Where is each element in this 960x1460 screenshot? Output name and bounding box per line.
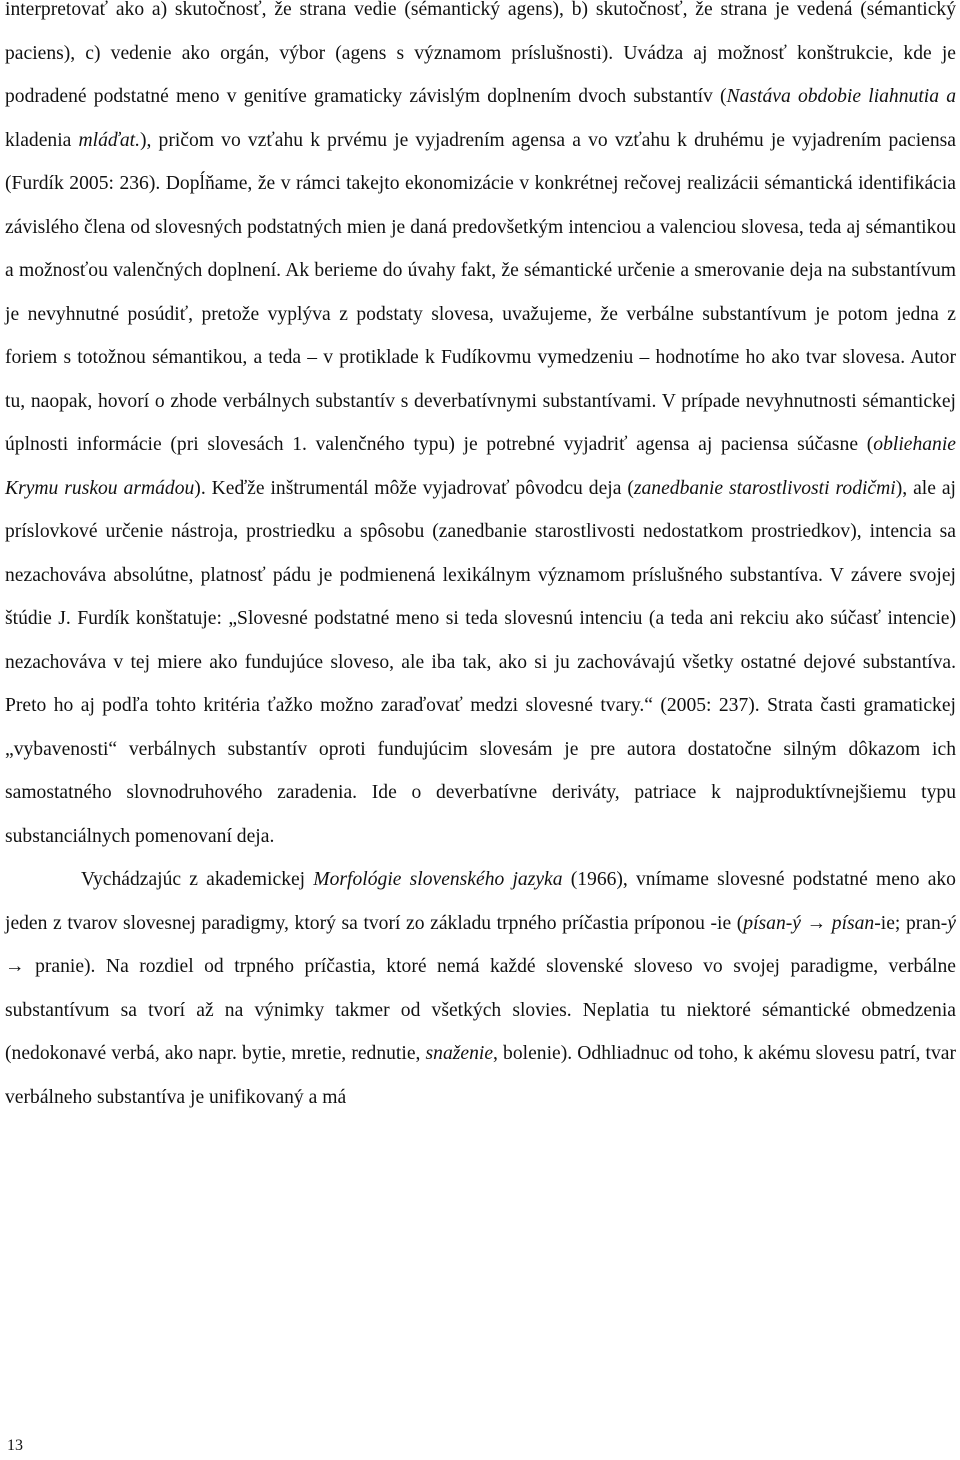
italic-example-text: písan-ý → písan — [743, 912, 875, 934]
paragraph-text: -ie; pran- — [874, 912, 948, 934]
paragraph-text: Vychádzajúc z akademickej — [81, 869, 314, 890]
page-number: 13 — [7, 1437, 23, 1454]
paragraph-text: kladenia — [5, 129, 79, 151]
italic-example-text: zanedbanie starostlivosti rodičmi — [633, 477, 896, 499]
italic-example-text: Nastáva obdobie liahnutia a — [726, 86, 956, 107]
paragraph-text: ), pričom vo vzťahu k prvému je vyjadrením agensa a vo vzťahu k druhému je vyjadrením paciensa (Furdík 2005: 236). Dopĺňame, že v rámci takejto ekonomizácie v konkrétnej rečovej realizácii sémantická identifikácia závislého člena od slovesných podstatných mien je daná predovšetkým intenciou a valenciou slovesa, teda aj sémantikou a možnosťou valenčných doplnení. Ak berieme do úvahy fakt, že sémantické určenie a smerovanie deja na substantívum je nevyhnutné posúdiť, pretože vyplýva z podstaty slovesa, uvažujeme, že verbálne substantívum je potom jedna z foriem s totožnou sémantikou, a teda – v protiklade k Fudíkovmu vymedzeniu – hodnotíme ho ako tvar slovesa. Autor tu, naopak, hovorí o zhode verbálnych substantív s deverbatívnymi substantívami. V prípade nevyhnutnosti sémantickej úplnosti informácie (pri slovesách 1. valenčného typu) je potrebné vyjadriť agensa aj paciensa súčasne ( — [5, 129, 956, 455]
body-paragraph — [5, 858, 956, 1119]
paragraph-text: → pranie). Na rozdiel od trpného príčastia, ktoré nemá každé slovenské sloveso vo svojej paradigme, verbálne substantívum sa tvorí až na výnimky takmer od všetkých slovies. Neplatia tu niektoré sémantické obmedzenia (nedokonavé verbá, ako napr. bytie, mretie, rednutie, — [5, 956, 956, 1064]
body-paragraph — [5, 0, 956, 858]
paragraph-text: ), ale aj príslovkové určenie nástroja, prostriedku a spôsobu (zanedbanie starostlivosti nedostatkom prostriedkov), intencia sa nezachováva absolútne, platnosť pádu je podmienená lexikálnym významom príslušného substantíva. V závere svojej štúdie J. Furdík konštatuje: „Slovesné podstatné meno si teda slovesnú intenciu (a teda ani rekciu ako súčasť intencie) nezachováva v tej miere ako fundujúce sloveso, ale iba tak, ako si ju zachovávajú všetky ostatné dejové substantíva. Preto ho aj podľa tohto kritéria ťažko možno zaraďovať medzi slovesné tvary.“ (2005: 237). Strata časti gramatickej „vybavenosti“ verbálnych substantív oproti fundujúcim slovesám je pre autora dostatočne silným dôkazom ich samostatného slovnodruhového zaradenia. Ide o deverbatívne deriváty, patriace k najproduktívnejšiemu typu substanciálnych pomenovaní deja. — [5, 477, 956, 847]
paragraph-text: (1966), vnímame slovesné podstatné meno ako jeden z tvarov slovesnej paradigmy, ktorý sa tvorí zo základu trpného príčastia príponou -ie ( — [5, 869, 956, 934]
document-page — [5, 0, 956, 1119]
paragraph-text: , bolenie). Odhliadnuc od toho, k akému slovesu patrí, tvar verbálneho substantíva je unifikovaný a má — [5, 1043, 956, 1108]
italic-example-text: snaženie — [425, 1043, 494, 1064]
italic-example-text: mláďat. — [78, 129, 140, 151]
italic-example-text: ý — [947, 912, 956, 934]
italic-example-text: Morfológie slovenského jazyka — [313, 869, 563, 890]
paragraph-text: interpretovať ako a) skutočnosť, že strana vedie (sémantický agens), b) skutočnosť, že strana je vedená (sémantický paciens), c) vedenie ako orgán, výbor (agens s významom príslušnosti). Uvádza aj možnosť konštrukcie, kde je podradené podstatné meno v genitíve gramaticky závislým doplnením dvoch substantív ( — [5, 0, 956, 107]
paragraph-text: ). Keďže inštrumentál môže vyjadrovať pôvodcu deja ( — [194, 477, 634, 499]
italic-example-text: obliehanie Krymu ruskou armádou — [5, 434, 956, 499]
